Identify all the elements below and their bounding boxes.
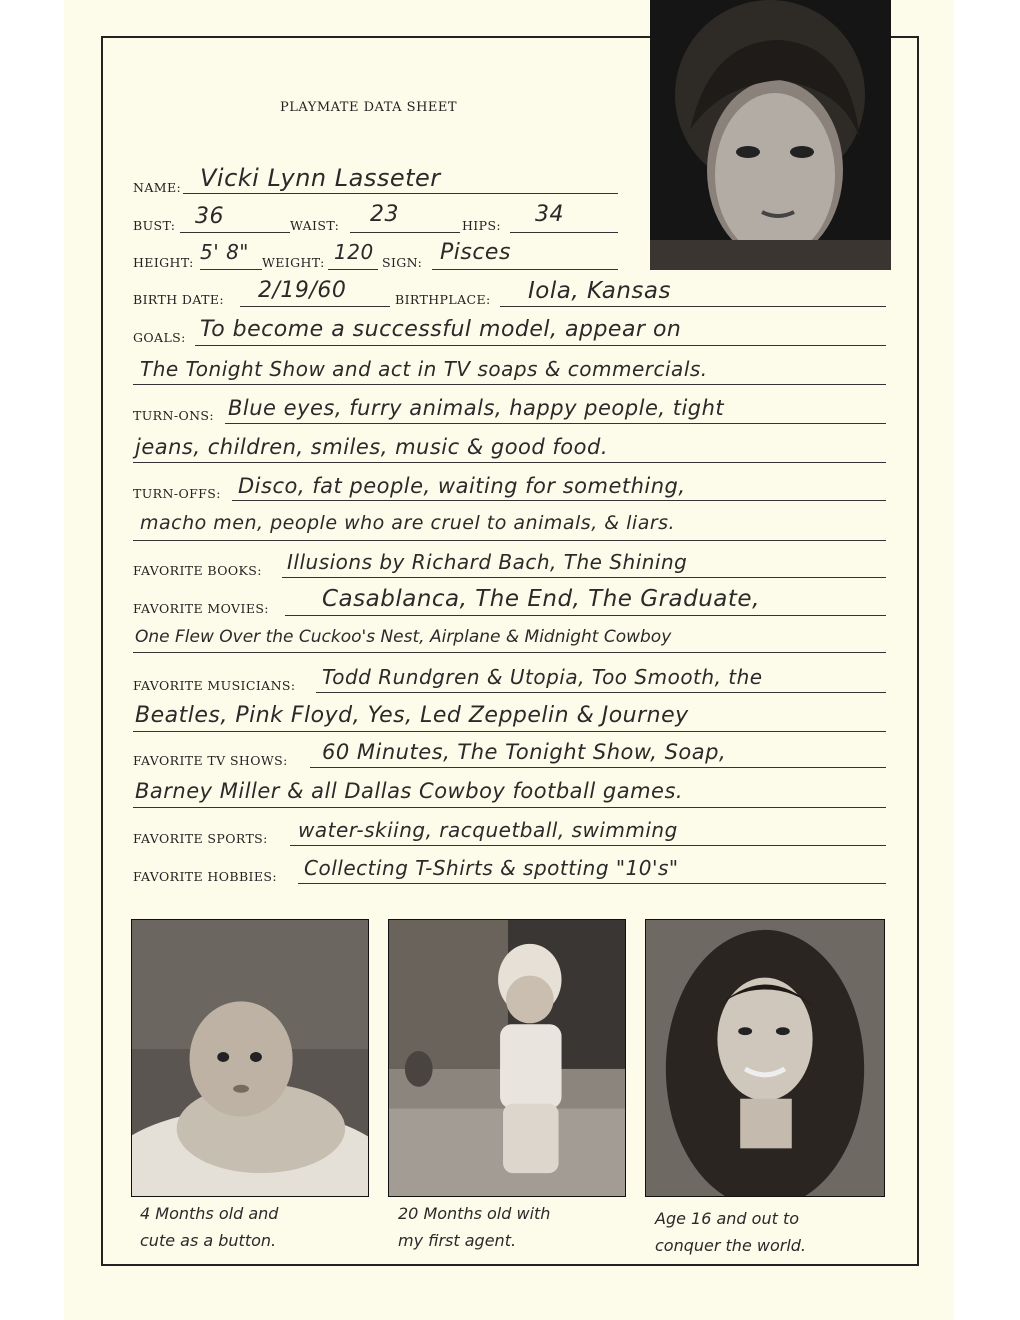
turn-ons-label: TURN-ONS:	[133, 408, 215, 423]
hips-label: HIPS:	[462, 218, 502, 233]
waist-line	[350, 232, 460, 233]
name-label: NAME:	[133, 180, 182, 195]
teen-caption	[655, 1205, 806, 1259]
movies-line-1	[285, 615, 886, 616]
movies-line-2	[133, 652, 886, 653]
turn-offs-line-2	[133, 540, 886, 541]
birth-date-line	[240, 306, 390, 307]
hips-line	[510, 232, 618, 233]
weight-label: WEIGHT:	[262, 255, 325, 270]
musicians-value-line-1: Todd Rundgren & Utopia, Too Smooth, the	[322, 665, 763, 689]
tv-shows-label: FAVORITE TV SHOWS:	[133, 753, 288, 768]
sports-value: water-skiing, racquetball, swimming	[298, 818, 678, 842]
tv-shows-value-line-1: 60 Minutes, The Tonight Show, Soap,	[322, 740, 727, 764]
sign-line	[432, 269, 618, 270]
goals-value-line-1: To become a successful model, appear on	[200, 317, 682, 342]
turn-ons-value-line-2: jeans, children, smiles, music & good food.	[135, 435, 609, 459]
name-value: Vicki Lynn Lasseter	[200, 164, 441, 192]
sports-label: FAVORITE SPORTS:	[133, 831, 268, 846]
baby-caption-line-2: cute as a button.	[140, 1231, 277, 1250]
weight-line	[328, 269, 378, 270]
hobbies-line	[298, 883, 886, 884]
tv-shows-line-2	[133, 807, 886, 808]
baby-photo	[131, 919, 369, 1197]
height-value: 5' 8"	[200, 240, 250, 264]
hips-value: 34	[535, 202, 564, 227]
baby-caption	[140, 1200, 278, 1254]
goals-label: GOALS:	[133, 330, 186, 345]
waist-label: WAIST:	[290, 218, 340, 233]
height-line	[200, 269, 262, 270]
teen-caption-line-2: conquer the world.	[655, 1236, 807, 1255]
sign-label: SIGN:	[382, 255, 423, 270]
bust-line	[180, 232, 290, 233]
turn-offs-label: TURN-OFFS:	[133, 486, 221, 501]
sports-line	[290, 845, 886, 846]
toddler-photo	[388, 919, 626, 1197]
musicians-line-2	[133, 731, 886, 732]
bust-label: BUST:	[133, 218, 176, 233]
turn-ons-line-2	[133, 462, 886, 463]
turn-offs-value-line-1: Disco, fat people, waiting for something,	[238, 474, 686, 498]
toddler-caption-line-1: 20 Months old with	[398, 1204, 551, 1223]
baby-caption-line-1: 4 Months old and	[140, 1204, 279, 1223]
weight-value: 120	[334, 240, 374, 264]
teen-caption-line-1: Age 16 and out to	[655, 1209, 800, 1228]
movies-value-line-1: Casablanca, The End, The Graduate,	[322, 586, 760, 612]
musicians-value-line-2: Beatles, Pink Floyd, Yes, Led Zeppelin & Journey	[135, 703, 689, 728]
teen-photo	[645, 919, 885, 1197]
turn-offs-line-1	[232, 500, 886, 501]
height-label: HEIGHT:	[133, 255, 194, 270]
portrait-photo	[650, 0, 891, 270]
sign-value: Pisces	[440, 240, 511, 265]
toddler-caption	[398, 1200, 550, 1254]
birth-date-label: BIRTH DATE:	[133, 292, 224, 307]
waist-value: 23	[370, 202, 399, 227]
birthplace-line	[500, 306, 886, 307]
books-value: Illusions by Richard Bach, The Shining	[287, 550, 688, 574]
tv-shows-value-line-2: Barney Miller & all Dallas Cowboy football games.	[135, 779, 684, 803]
goals-line-1	[195, 345, 886, 346]
movies-label: FAVORITE MOVIES:	[133, 601, 269, 616]
musicians-label: FAVORITE MUSICIANS:	[133, 678, 296, 693]
turn-ons-line-1	[225, 423, 886, 424]
birthplace-label: BIRTHPLACE:	[395, 292, 491, 307]
sheet-title: PLAYMATE DATA SHEET	[280, 100, 458, 115]
turn-offs-value-line-2: macho men, people who are cruel to animals, & liars.	[140, 512, 676, 534]
movies-value-line-2: One Flew Over the Cuckoo's Nest, Airplane & Midnight Cowboy	[135, 627, 672, 647]
birthplace-value: Iola, Kansas	[528, 278, 671, 304]
goals-value-line-2: The Tonight Show and act in TV soaps & commercials.	[140, 357, 708, 381]
goals-line-2	[133, 384, 886, 385]
hobbies-label: FAVORITE HOBBIES:	[133, 869, 277, 884]
musicians-line-1	[316, 692, 886, 693]
books-label: FAVORITE BOOKS:	[133, 563, 262, 578]
bust-value: 36	[195, 204, 224, 229]
birth-date-value: 2/19/60	[258, 278, 347, 303]
tv-shows-line-1	[310, 767, 886, 768]
turn-ons-value-line-1: Blue eyes, furry animals, happy people, tight	[228, 396, 725, 420]
hobbies-value: Collecting T-Shirts & spotting "10's"	[304, 856, 679, 880]
name-line	[183, 193, 618, 194]
toddler-caption-line-2: my first agent.	[398, 1231, 517, 1250]
books-line	[282, 577, 886, 578]
